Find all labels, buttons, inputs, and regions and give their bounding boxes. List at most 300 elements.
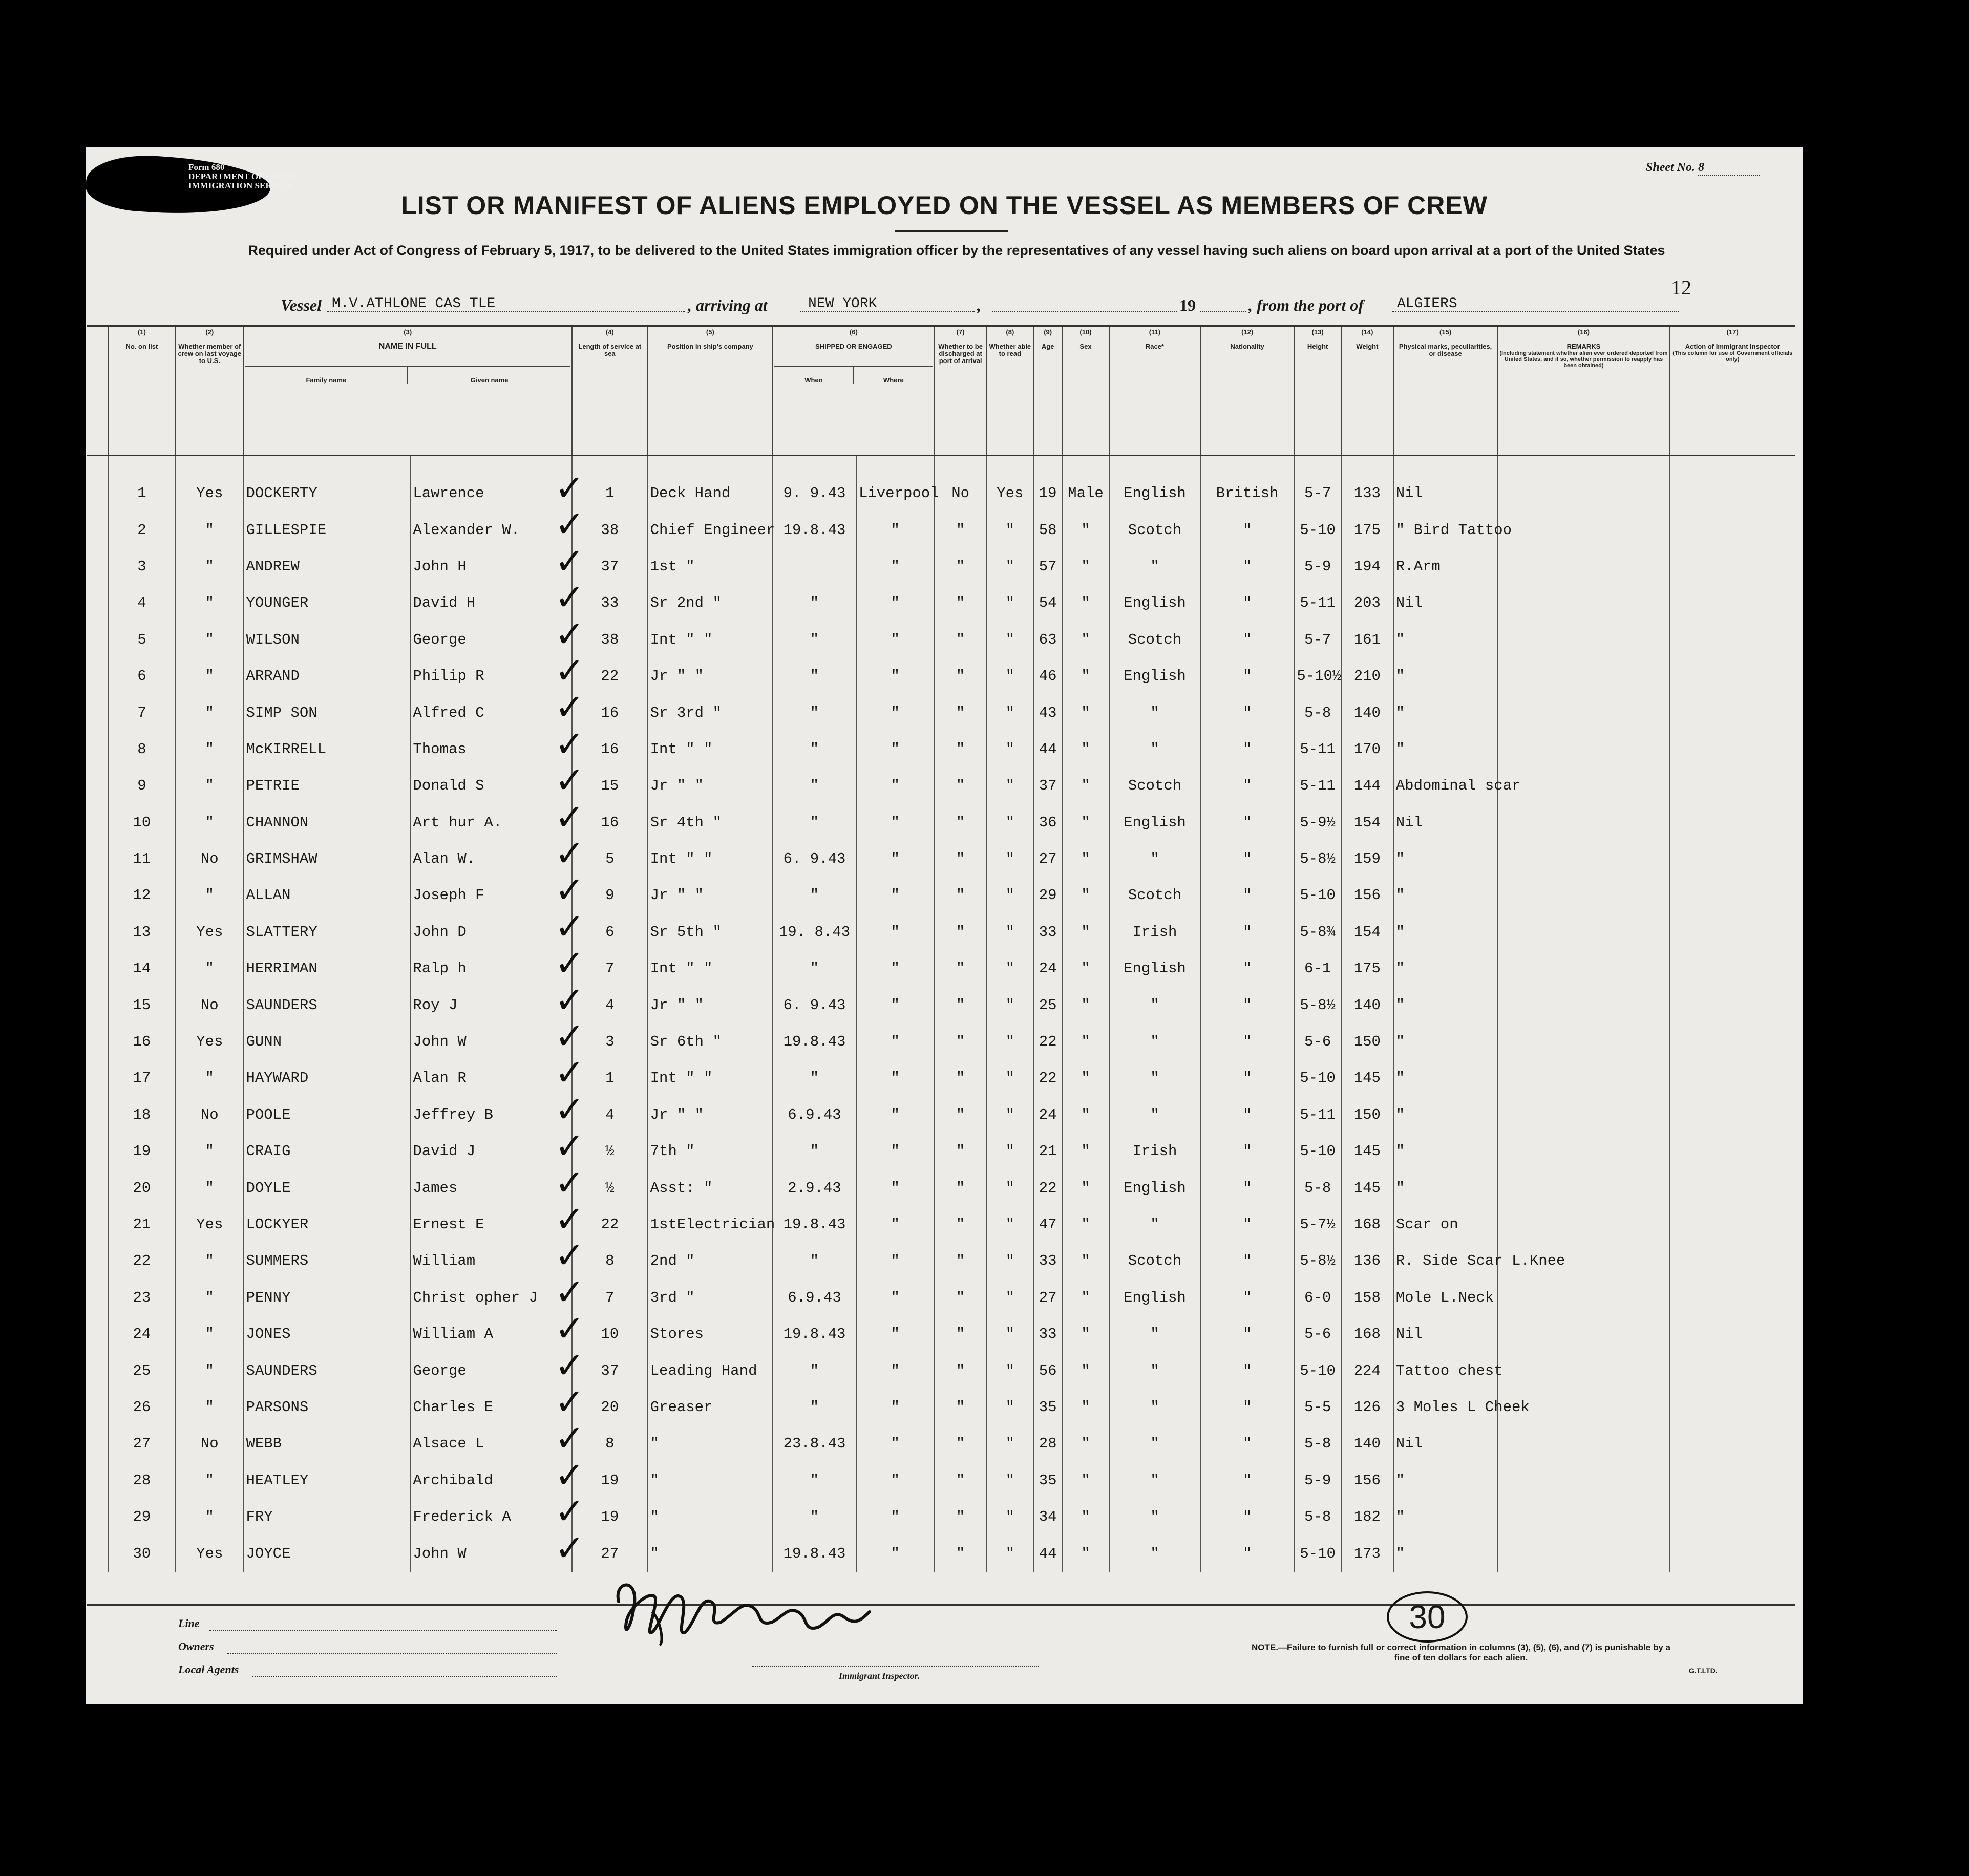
col-number: (9)	[1044, 328, 1052, 336]
inspector-action	[1669, 1097, 1795, 1133]
shipped-where: "	[856, 694, 935, 731]
position: Int " "	[648, 950, 773, 987]
shipped-where: "	[856, 731, 935, 768]
weight: 158	[1341, 1280, 1393, 1316]
remarks	[1497, 511, 1669, 548]
comma: ,	[977, 296, 981, 314]
age: 57	[1033, 548, 1062, 585]
row-margin	[87, 1352, 108, 1389]
to-be-discharged: "	[935, 1024, 987, 1060]
physical-marks: Nil	[1393, 585, 1498, 621]
crew-last-voyage: "	[176, 658, 243, 694]
sex: "	[1062, 1280, 1109, 1316]
col-number: (4)	[605, 328, 614, 336]
col-number: (15)	[1439, 328, 1452, 336]
sex: "	[1062, 950, 1109, 987]
height: 5-10	[1294, 1535, 1341, 1571]
checkmark-icon: ✓	[555, 1234, 585, 1277]
shipped-when: "	[773, 694, 856, 731]
arriving-port: NEW YORK	[808, 296, 877, 312]
age: 27	[1033, 1280, 1062, 1316]
age: 22	[1033, 1060, 1062, 1096]
weight: 156	[1341, 877, 1393, 913]
row-margin	[87, 1024, 108, 1060]
race: "	[1109, 987, 1200, 1023]
table-header	[87, 327, 1795, 455]
form-number: Form 680	[188, 162, 225, 172]
col-label: SHIPPED OR ENGAGED	[815, 343, 892, 350]
physical-marks: "	[1393, 950, 1498, 987]
nationality: "	[1200, 914, 1294, 950]
shipped-where: "	[856, 1462, 935, 1499]
table-row	[87, 731, 1795, 768]
race: English	[1109, 950, 1200, 987]
to-be-discharged: "	[935, 622, 987, 658]
race: "	[1109, 1316, 1200, 1352]
table-row	[87, 987, 1795, 1023]
weight: 175	[1341, 950, 1393, 987]
physical-marks: Scar on	[1393, 1206, 1498, 1243]
table-row	[87, 914, 1795, 950]
able-to-read: "	[987, 694, 1034, 731]
checkmark-icon: ✓	[555, 1161, 585, 1204]
able-to-read: "	[987, 1535, 1034, 1571]
sheet-value: 8	[1698, 161, 1760, 176]
able-to-read: "	[987, 1243, 1034, 1279]
sex: "	[1062, 1389, 1109, 1425]
race: English	[1109, 658, 1200, 694]
col-nationality	[1200, 327, 1294, 455]
inspector-action	[1669, 1024, 1795, 1060]
family-name: YOUNGER	[243, 585, 410, 621]
sex: "	[1062, 1462, 1109, 1499]
row-number: 17	[108, 1060, 176, 1096]
to-be-discharged: "	[935, 1060, 987, 1096]
position: Sr 4th "	[648, 804, 773, 841]
shipped-when: 19.8.43	[773, 1024, 856, 1060]
sex: "	[1062, 1097, 1109, 1133]
col-label: Sex	[1079, 343, 1092, 350]
family-name: SAUNDERS	[243, 987, 410, 1023]
table-row	[87, 804, 1795, 841]
to-be-discharged: "	[935, 585, 987, 621]
crew-last-voyage: Yes	[176, 1535, 243, 1571]
position: Int " "	[648, 622, 773, 658]
given-name: Alfred C	[410, 694, 572, 731]
remarks	[1497, 1206, 1669, 1243]
length-of-service: 19	[572, 1462, 648, 1499]
col-race	[1109, 327, 1200, 455]
crew-last-voyage: No	[176, 1425, 243, 1462]
height: 5-11	[1294, 585, 1341, 621]
family-name: LOCKYER	[243, 1206, 410, 1243]
table-bottom-rule	[87, 1604, 1795, 1606]
position: 7th "	[648, 1133, 773, 1169]
to-be-discharged: "	[935, 1535, 987, 1571]
given-name: Ralp h	[410, 950, 572, 987]
table-row	[87, 1206, 1795, 1243]
row-number: 2	[108, 511, 176, 548]
physical-marks: "	[1393, 1060, 1498, 1096]
position: Jr " "	[648, 877, 773, 913]
nationality: "	[1200, 622, 1294, 658]
shipped-where: "	[856, 877, 935, 913]
inspector-action	[1669, 1060, 1795, 1096]
given-name: Ernest E	[410, 1206, 572, 1243]
weight: 203	[1341, 585, 1393, 621]
shipped-when: 6.9.43	[773, 1097, 856, 1133]
age: 22	[1033, 1169, 1062, 1206]
shipped-where: "	[856, 804, 935, 841]
given-name: Charles E	[410, 1389, 572, 1425]
nationality: "	[1200, 768, 1294, 804]
shipped-where: "	[856, 511, 935, 548]
position: Leading Hand	[648, 1352, 773, 1389]
row-margin	[87, 1133, 108, 1169]
given-name: Christ opher J	[410, 1280, 572, 1316]
given-name: Philip R	[410, 658, 572, 694]
able-to-read: "	[987, 1280, 1034, 1316]
local-agents-fill	[252, 1676, 557, 1677]
nationality: "	[1200, 1097, 1294, 1133]
able-to-read: "	[987, 658, 1034, 694]
inspector-action	[1669, 585, 1795, 621]
family-name: GILLESPIE	[243, 511, 410, 548]
nationality: "	[1200, 1169, 1294, 1206]
row-margin	[87, 1206, 108, 1243]
table-row	[87, 1133, 1795, 1169]
length-of-service: 20	[572, 1389, 648, 1425]
remarks	[1497, 548, 1669, 585]
given-name: Alexander W.	[410, 511, 572, 548]
nationality: "	[1200, 585, 1294, 621]
crew-last-voyage: "	[176, 1499, 243, 1535]
col-number: (17)	[1726, 328, 1739, 336]
crew-last-voyage: Yes	[176, 1206, 243, 1243]
table-row	[87, 1462, 1795, 1499]
row-margin	[87, 511, 108, 548]
race: "	[1109, 1206, 1200, 1243]
row-number: 28	[108, 1462, 176, 1499]
shipped-where: "	[856, 1024, 935, 1060]
year-fill	[1200, 311, 1246, 312]
shipped-where: "	[856, 768, 935, 804]
weight: 140	[1341, 694, 1393, 731]
nationality: "	[1200, 548, 1294, 585]
family-name: CRAIG	[243, 1133, 410, 1169]
length-of-service: 9	[572, 877, 648, 913]
checkmark-icon: ✓	[555, 1088, 585, 1131]
sex: "	[1062, 658, 1109, 694]
physical-marks: Nil	[1393, 1425, 1498, 1462]
race: "	[1109, 1024, 1200, 1060]
position: "	[648, 1425, 773, 1462]
shipped-where: Liverpool	[856, 455, 935, 511]
shipped-when: "	[773, 1133, 856, 1169]
sex: "	[1062, 1060, 1109, 1096]
remarks	[1497, 877, 1669, 913]
length-of-service: 8	[572, 1243, 648, 1279]
service: IMMIGRATION SERVICE	[188, 181, 293, 190]
age: 35	[1033, 1389, 1062, 1425]
sex: "	[1062, 694, 1109, 731]
nationality: "	[1200, 1425, 1294, 1462]
age: 24	[1033, 1097, 1062, 1133]
height: 5-7½	[1294, 1206, 1341, 1243]
row-margin	[87, 1243, 108, 1279]
col-marks	[1393, 327, 1498, 455]
inspector-action	[1669, 622, 1795, 658]
shipped-when: "	[773, 658, 856, 694]
position: 2nd "	[648, 1243, 773, 1279]
col-number: (3)	[404, 328, 412, 336]
shipped-when: "	[773, 1389, 856, 1425]
able-to-read: "	[987, 987, 1034, 1023]
length-of-service: ½	[572, 1169, 648, 1206]
family-name: WILSON	[243, 622, 410, 658]
position: Chief Engineer	[648, 511, 773, 548]
inspector-action	[1669, 1425, 1795, 1462]
shipped-when: 9. 9.43	[773, 455, 856, 511]
height: 5-11	[1294, 768, 1341, 804]
given-name: Alsace L	[410, 1425, 572, 1462]
shipped-when: "	[773, 1352, 856, 1389]
col-sublabel: Given name	[407, 367, 570, 384]
to-be-discharged: "	[935, 1097, 987, 1133]
weight: 126	[1341, 1389, 1393, 1425]
shipped-where: "	[856, 1389, 935, 1425]
col-crew	[176, 327, 243, 455]
col-note: (This column for use of Government officials only)	[1672, 350, 1793, 363]
shipped-when: "	[773, 1462, 856, 1499]
given-name: John H	[410, 548, 572, 585]
height: 5-8	[1294, 1499, 1341, 1535]
local-agents-label: Local Agents	[178, 1663, 239, 1676]
shipped-when: "	[773, 622, 856, 658]
checkmark-icon: ✓	[555, 650, 585, 692]
checkmark-icon: ✓	[555, 905, 585, 948]
inspector-action	[1669, 1316, 1795, 1352]
nationality: "	[1200, 1243, 1294, 1279]
checkmark-icon: ✓	[555, 1052, 585, 1094]
age: 24	[1033, 950, 1062, 987]
given-name: John W	[410, 1024, 572, 1060]
checkmark-icon: ✓	[555, 1198, 585, 1240]
age: 54	[1033, 585, 1062, 621]
height: 5-7	[1294, 455, 1341, 511]
weight: 145	[1341, 1169, 1393, 1206]
family-name: ARRAND	[243, 658, 410, 694]
col-label: Length of service at sea	[578, 343, 642, 357]
length-of-service: 1	[572, 455, 648, 511]
col-number: (8)	[1006, 328, 1014, 336]
to-be-discharged: "	[935, 1352, 987, 1389]
physical-marks: Nil	[1393, 455, 1498, 511]
age: 33	[1033, 1243, 1062, 1279]
header-bottom-rule	[87, 455, 1795, 456]
row-margin	[87, 914, 108, 950]
table-row	[87, 455, 1795, 511]
crew-last-voyage: "	[176, 1316, 243, 1352]
table-row	[87, 1024, 1795, 1060]
able-to-read: "	[987, 1206, 1034, 1243]
given-name: William	[410, 1243, 572, 1279]
table-row	[87, 622, 1795, 658]
nationality: "	[1200, 731, 1294, 768]
row-margin	[87, 658, 108, 694]
to-be-discharged: "	[935, 511, 987, 548]
row-margin	[87, 1499, 108, 1535]
height: 5-10	[1294, 877, 1341, 913]
position: "	[648, 1535, 773, 1571]
checkmark-icon: ✓	[555, 613, 585, 655]
race: "	[1109, 1462, 1200, 1499]
weight: 168	[1341, 1316, 1393, 1352]
given-name: George	[410, 622, 572, 658]
crew-last-voyage: No	[176, 1097, 243, 1133]
race: "	[1109, 1499, 1200, 1535]
col-number: (16)	[1577, 328, 1590, 336]
sex: "	[1062, 1316, 1109, 1352]
col-read	[987, 327, 1034, 455]
sex: "	[1062, 1352, 1109, 1389]
age: 37	[1033, 768, 1062, 804]
col-action	[1669, 327, 1795, 455]
shipped-where: "	[856, 987, 935, 1023]
col-label: Whether to be discharged at port of arrival	[938, 343, 983, 365]
family-name: CHANNON	[243, 804, 410, 841]
shipped-when: "	[773, 731, 856, 768]
inspector-label: Immigrant Inspector.	[839, 1671, 920, 1681]
row-margin	[87, 1535, 108, 1571]
physical-marks: Abdominal scar	[1393, 768, 1498, 804]
given-name: Roy J	[410, 987, 572, 1023]
shipped-when: 19.8.43	[773, 511, 856, 548]
height: 5-8	[1294, 694, 1341, 731]
shipped-where: "	[856, 1169, 935, 1206]
table-row	[87, 1352, 1795, 1389]
nationality: "	[1200, 804, 1294, 841]
able-to-read: "	[987, 1024, 1034, 1060]
given-name: William A	[410, 1316, 572, 1352]
able-to-read: "	[987, 914, 1034, 950]
given-name: Jeffrey B	[410, 1097, 572, 1133]
sex: Male	[1062, 455, 1109, 511]
position: Asst: "	[648, 1169, 773, 1206]
given-name: David H	[410, 585, 572, 621]
to-be-discharged: "	[935, 877, 987, 913]
inspector-action	[1669, 950, 1795, 987]
able-to-read: "	[987, 1169, 1034, 1206]
race: "	[1109, 694, 1200, 731]
crew-last-voyage: "	[176, 804, 243, 841]
weight: 182	[1341, 1499, 1393, 1535]
table-row	[87, 585, 1795, 621]
shipped-when: 19.8.43	[773, 1316, 856, 1352]
sex: "	[1062, 804, 1109, 841]
row-number: 12	[108, 877, 176, 913]
crew-last-voyage: "	[176, 694, 243, 731]
remarks	[1497, 914, 1669, 950]
weight: 133	[1341, 455, 1393, 511]
able-to-read: "	[987, 1097, 1034, 1133]
age: 33	[1033, 914, 1062, 950]
weight: 150	[1341, 1024, 1393, 1060]
able-to-read: "	[987, 585, 1034, 621]
table-row	[87, 1169, 1795, 1206]
length-of-service: 33	[572, 585, 648, 621]
remarks	[1497, 1535, 1669, 1571]
given-name: Lawrence	[410, 455, 572, 511]
able-to-read: "	[987, 1499, 1034, 1535]
col-remarks	[1497, 327, 1669, 455]
sex: "	[1062, 1499, 1109, 1535]
row-number: 30	[108, 1535, 176, 1571]
checkmark-icon: ✓	[555, 1527, 585, 1569]
row-number: 7	[108, 694, 176, 731]
checkmark-icon: ✓	[555, 796, 585, 838]
age: 25	[1033, 987, 1062, 1023]
weight: 194	[1341, 548, 1393, 585]
physical-marks: "	[1393, 1169, 1498, 1206]
inspector-action	[1669, 1133, 1795, 1169]
col-shipped	[773, 327, 935, 455]
physical-marks: "	[1393, 1133, 1498, 1169]
row-margin	[87, 455, 108, 511]
table-row	[87, 1316, 1795, 1352]
sex: "	[1062, 511, 1109, 548]
sex: "	[1062, 1243, 1109, 1279]
able-to-read: "	[987, 622, 1034, 658]
table-row	[87, 658, 1795, 694]
race: "	[1109, 1352, 1200, 1389]
remarks	[1497, 1060, 1669, 1096]
col-number: (2)	[205, 328, 214, 336]
sex: "	[1062, 877, 1109, 913]
to-be-discharged: "	[935, 1206, 987, 1243]
col-label: Age	[1041, 343, 1054, 350]
to-be-discharged: "	[935, 1462, 987, 1499]
inspector-action	[1669, 658, 1795, 694]
col-label: Whether member of crew on last voyage to U.S.	[178, 343, 242, 365]
inspector-action	[1669, 1389, 1795, 1425]
age: 29	[1033, 877, 1062, 913]
length-of-service: 19	[572, 1499, 648, 1535]
col-number: (10)	[1079, 328, 1092, 336]
from-port: ALGIERS	[1397, 296, 1457, 312]
height: 5-9	[1294, 1462, 1341, 1499]
shipped-where: "	[856, 622, 935, 658]
from-label: , from the port of	[1248, 296, 1364, 314]
table-row	[87, 548, 1795, 585]
table-row	[87, 1243, 1795, 1279]
col-label: Whether able to read	[989, 343, 1031, 357]
col-number: (6)	[849, 328, 858, 336]
remarks	[1497, 1352, 1669, 1389]
col-label: Position in ship's company	[667, 343, 753, 350]
height: 5-7	[1294, 622, 1341, 658]
col-service	[572, 327, 648, 455]
shipped-where: "	[856, 1316, 935, 1352]
checkmark-icon: ✓	[555, 577, 585, 619]
row-margin	[87, 731, 108, 768]
inspector-action	[1669, 987, 1795, 1023]
col-label: No. on list	[125, 343, 158, 350]
age: 46	[1033, 658, 1062, 694]
date-fill	[992, 311, 1177, 312]
shipped-when: "	[773, 768, 856, 804]
position: Sr 6th "	[648, 1024, 773, 1060]
